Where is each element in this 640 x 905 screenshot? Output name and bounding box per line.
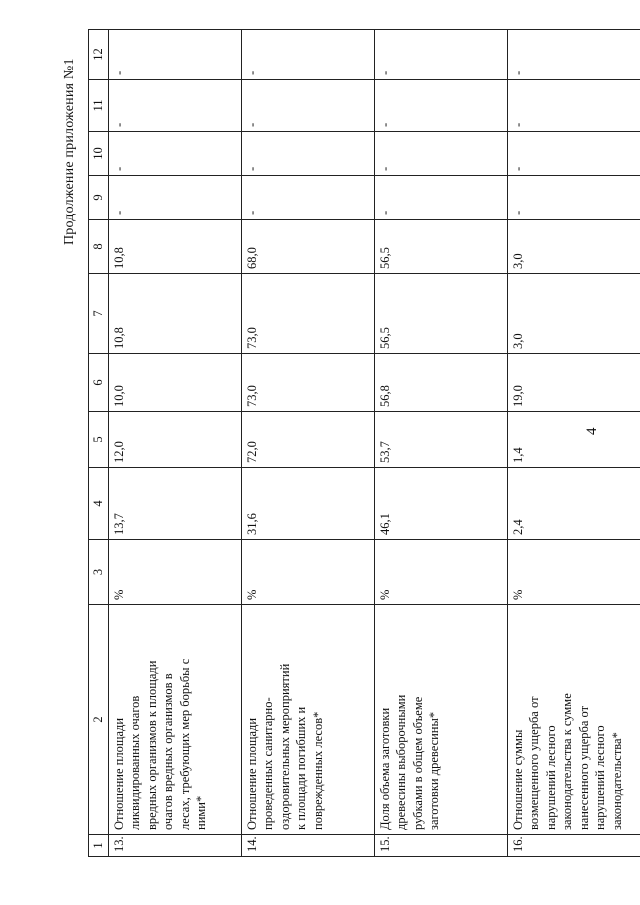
table-row [374,30,507,857]
column-number: 4 [89,468,109,540]
value-cell: - [374,132,507,176]
value-cell: 12,0 [108,412,241,468]
column-number: 3 [89,540,109,605]
page-number: 4 [584,427,600,435]
row-number: 15. [374,835,507,857]
indicator-name: Отношение площади ликвидированных очагов вредных организмов к площади очагов вредных организмов в лесах, требующих мер борьбы с ними* [108,605,241,835]
column-number: 9 [89,176,109,220]
value-cell: 53,7 [374,412,507,468]
unit-cell: % [241,540,374,605]
table-row [108,30,241,857]
row-number: 13. [108,835,241,857]
value-cell: - [241,80,374,132]
column-number: 11 [89,80,109,132]
value-cell: 10,8 [108,220,241,274]
value-cell: - [241,30,374,80]
value-cell: - [507,80,640,132]
column-number: 10 [89,132,109,176]
value-cell: - [374,80,507,132]
value-cell: 2,4 [507,468,640,540]
unit-cell: % [374,540,507,605]
value-cell: 10,0 [108,354,241,412]
value-cell: 19,0 [507,354,640,412]
value-cell: 1,4 [507,412,640,468]
column-number: 7 [89,274,109,354]
table-row [507,30,640,857]
value-cell: - [507,30,640,80]
table-row [241,30,374,857]
value-cell: - [374,176,507,220]
value-cell: 13,7 [108,468,241,540]
row-number: 16. [507,835,640,857]
column-number: 12 [89,30,109,80]
value-cell: 56,5 [374,274,507,354]
column-number: 2 [89,605,109,835]
value-cell: 46,1 [374,468,507,540]
unit-cell: % [507,540,640,605]
value-cell: - [241,176,374,220]
value-cell: 56,8 [374,354,507,412]
value-cell: - [108,30,241,80]
value-cell: 10,8 [108,274,241,354]
column-number: 6 [89,354,109,412]
value-cell: - [241,132,374,176]
value-cell: - [108,132,241,176]
indicator-name: Отношение суммы возмещенного ущерба от нарушений лесного законодательства к сумме нанесенного ущерба от нарушений лесного законодательства* [507,605,640,835]
indicators-table [88,29,640,857]
value-cell: 73,0 [241,354,374,412]
indicator-name: Доля объема заготовки древесины выборочными рубками в общем объеме заготовки древесины* [374,605,507,835]
value-cell: 68,0 [241,220,374,274]
continuation-title: Продолжение приложения №1 [62,58,77,245]
column-number: 5 [89,412,109,468]
column-number: 1 [89,835,109,857]
value-cell: 3,0 [507,220,640,274]
row-number: 14. [241,835,374,857]
value-cell: 73,0 [241,274,374,354]
value-cell: 31,6 [241,468,374,540]
value-cell: - [507,132,640,176]
value-cell: - [108,80,241,132]
value-cell: - [374,30,507,80]
indicator-name: Отношение площади проведенных санитарно- оздоровительных мероприятий к площади погибших и поврежденных лесов* [241,605,374,835]
column-number: 8 [89,220,109,274]
value-cell: - [108,176,241,220]
column-number-row [89,30,109,857]
value-cell: 56,5 [374,220,507,274]
value-cell: 72,0 [241,412,374,468]
unit-cell: % [108,540,241,605]
value-cell: - [507,176,640,220]
value-cell: 3,0 [507,274,640,354]
